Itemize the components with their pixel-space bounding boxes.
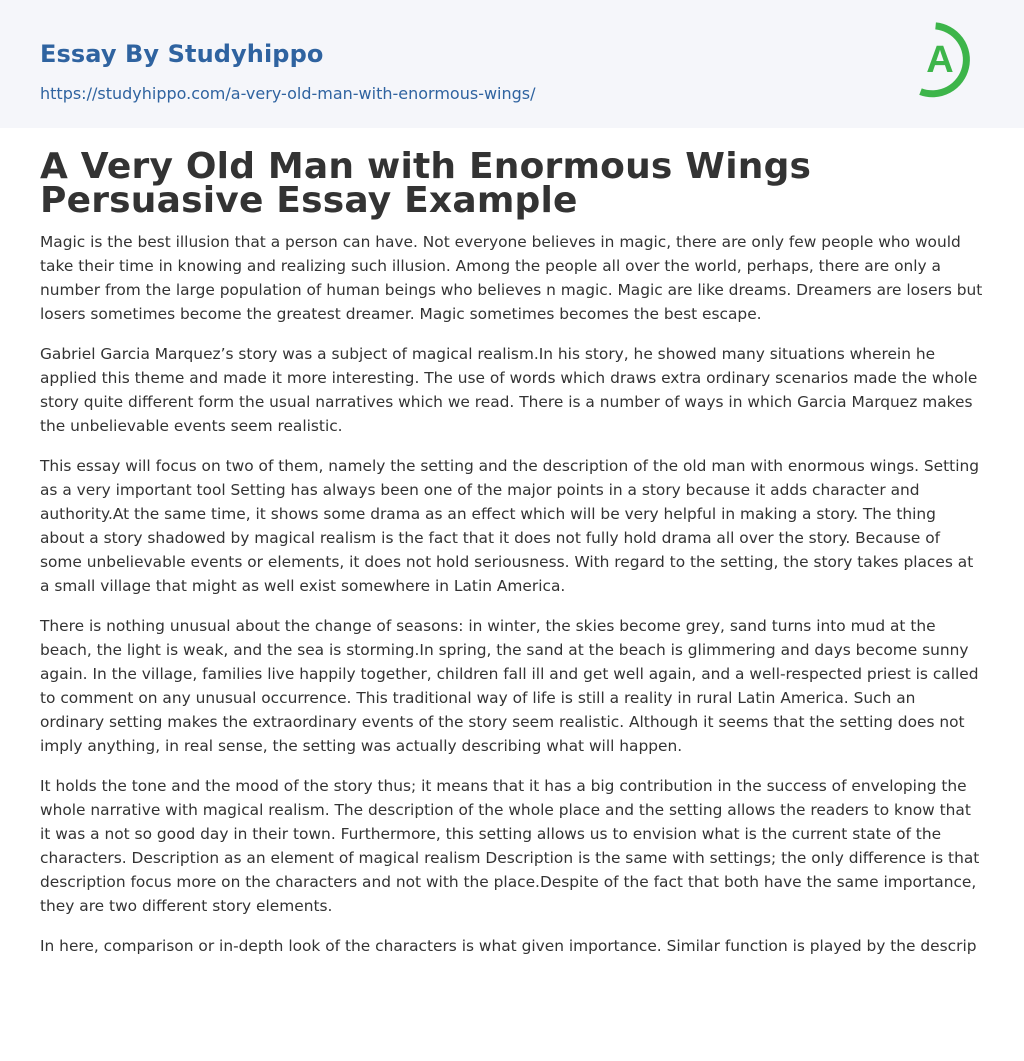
article-title: A Very Old Man with Enormous Wings Persuasive Essay Example xyxy=(40,146,812,221)
svg-text:A: A xyxy=(926,39,954,81)
article-paragraph: Gabriel Garcia Marquez’s story was a subject of magical realism.In his story, he showed many situations wherein he applied this theme and made it more interesting. The use of words which draws extra ordinary scenarios made the whole story quite different form the usual narratives which we read. There is a number of ways in which Garcia Marquez makes the unbelievable events seem realistic. xyxy=(40,345,978,435)
site-brand-title[interactable]: Essay By Studyhippo xyxy=(40,40,324,68)
article-body xyxy=(40,146,984,958)
article-paragraph: In here, comparison or in-depth look of the characters is what given importance. Similar function is played by the descrip xyxy=(40,937,977,955)
site-header xyxy=(0,0,1024,128)
article-paragraph: This essay will focus on two of them, namely the setting and the description of the old man with enormous wings. Setting as a very important tool Setting has always been one of the major points in a story because it adds character and authority.At the same time, it shows some drama as an effect which will be very helpful in making a story. The thing about a story shadowed by magical realism is the fact that it does not fully hold drama all over the story. Because of some unbelievable events or elements, it does not hold seriousness. With regard to the setting, the story takes places at a small village that might as well exist somewhere in Latin America. xyxy=(40,457,980,595)
article-url-link[interactable]: https://studyhippo.com/a-very-old-man-with-enormous-wings/ xyxy=(40,84,536,103)
studyhippo-logo-icon[interactable] xyxy=(912,20,986,104)
article-paragraph: There is nothing unusual about the change of seasons: in winter, the skies become grey, sand turns into mud at the beach, the light is weak, and the sea is storming.In spring, the sand at the beach is glimmering and days become sunny again. In the village, families live happily together, children fall ill and get well again, and a well-respected priest is called to comment on any unusual occurrence. This traditional way of life is still a reality in rural Latin America. Such an ordinary setting makes the extraordinary events of the story seem realistic. Although it seems that the setting does not imply anything, in real sense, the setting was actually describing what will happen. xyxy=(40,617,979,755)
article-paragraph: Magic is the best illusion that a person can have. Not everyone believes in magic, there are only few people who would take their time in knowing and realizing such illusion. Among the people all over the world, perhaps, there are only a number from the large population of human beings who believes n magic. Magic are like dreams. Dreamers are losers but losers sometimes become the greatest dreamer. Magic sometimes becomes the best escape. xyxy=(40,233,983,323)
article-paragraph: It holds the tone and the mood of the story thus; it means that it has a big contribution in the success of enveloping the whole narrative with magical realism. The description of the whole place and the setting allows the readers to know that it was a not so good day in their town. Furthermore, this setting allows us to envision what is the current state of the characters. Description as an element of magical realism Description is the same with settings; the only difference is that description focus more on the characters and not with the place.Despite of the fact that both have the same importance, they are two different story elements. xyxy=(40,777,980,915)
